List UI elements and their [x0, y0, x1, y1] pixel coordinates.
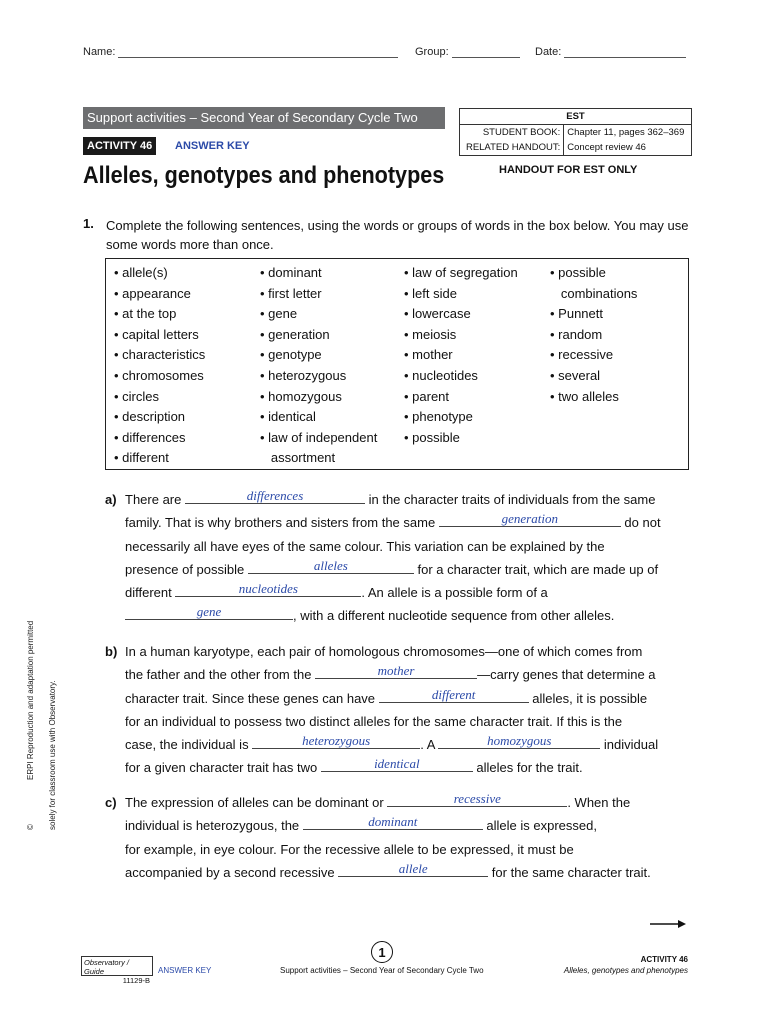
group-label: Group: — [415, 46, 449, 58]
name-line — [118, 47, 398, 58]
text: individual — [600, 737, 659, 753]
word-bank-item: • Punnett — [550, 306, 603, 322]
text: different — [125, 585, 176, 601]
text: in the character traits of individuals from the same — [364, 492, 656, 507]
word-column-1 — [114, 263, 205, 469]
word-bank-item: • left side — [404, 285, 457, 301]
word-bank-item: • allele(s) — [114, 265, 168, 280]
answer-text: mother — [377, 663, 415, 679]
answer-blank — [439, 512, 621, 527]
text: do not — [620, 515, 661, 531]
text: for a character trait, which are made up of — [413, 561, 659, 577]
footer-activity-title: Alleles, genotypes and phenotypes — [563, 966, 688, 975]
answer-blank — [315, 664, 477, 679]
date-label: Date: — [535, 46, 562, 58]
text: . An allele is a possible form of a — [361, 585, 548, 601]
text: necessarily all have eyes of the same colour. This variation can be explained by the — [125, 538, 605, 554]
answer-text: gene — [196, 604, 222, 620]
word-bank-item: • law of segregation — [404, 265, 518, 280]
part-c-paragraph — [125, 791, 695, 884]
answer-text: heterozygous — [302, 733, 371, 749]
word-bank-item: • first letter — [260, 285, 322, 301]
word-bank-item: • meiosis — [404, 326, 457, 342]
word-bank-item: • heterozygous — [260, 367, 347, 383]
erpi-rights-text: ERPI Reproduction and adaptation permitted — [26, 620, 35, 780]
related-handout-value: Concept review 46 — [567, 142, 646, 153]
text: family. That is why brothers and sisters from the same — [125, 515, 439, 531]
word-bank-item: • dominant — [260, 265, 322, 280]
est-info-table — [459, 108, 692, 156]
text: allele is expressed, — [482, 818, 597, 834]
footer-center-text: Support activities – Second Year of Secondary Cycle Two — [280, 966, 484, 975]
word-bank-item: • gene — [260, 306, 298, 322]
word-bank-item: • circles — [114, 388, 159, 404]
text: for an individual to possess two distinct alleles for the same character trait. If this is the — [125, 713, 623, 729]
word-bank-item: • generation — [260, 326, 330, 342]
text: . When the — [567, 795, 631, 810]
part-a-label: a) — [105, 492, 117, 507]
text: In a human karyotype, each pair of homologous chromosomes—one of which comes from — [125, 644, 643, 659]
answer-text: nucleotides — [238, 581, 298, 597]
answer-text: alleles — [313, 557, 348, 573]
word-bank-item: • several — [550, 367, 601, 383]
text: accompanied by a second recessive — [125, 864, 339, 880]
student-book-label: STUDENT BOOK: — [460, 125, 564, 141]
answer-blank — [252, 734, 420, 749]
answer-key-label: ANSWER KEY — [175, 140, 250, 152]
answer-blank — [321, 757, 473, 772]
word-bank-item: • two alleles — [550, 388, 619, 404]
footer-activity: ACTIVITY 46 — [640, 955, 688, 964]
word-bank-item: • homozygous — [260, 388, 342, 404]
text: for a given character trait has two — [125, 760, 321, 776]
group-line — [452, 47, 520, 58]
word-bank-item: • possible — [404, 429, 460, 445]
answer-text: differences — [246, 488, 304, 503]
answer-text: homozygous — [487, 733, 552, 749]
word-bank-item: • capital letters — [114, 326, 199, 342]
word-bank-item: • appearance — [114, 285, 191, 301]
text: character trait. Since these genes can have — [125, 690, 379, 706]
group-field — [415, 46, 520, 58]
name-label: Name: — [83, 46, 116, 58]
footer-guide-box — [81, 956, 153, 985]
word-bank-item: • description — [114, 409, 186, 425]
word-column-4 — [550, 263, 637, 407]
answer-text: recessive — [453, 791, 501, 806]
text: —carry genes that determine a — [477, 667, 656, 683]
answer-text: identical — [374, 756, 420, 772]
word-bank-item: • mother — [404, 347, 453, 363]
answer-blank — [125, 605, 293, 620]
word-bank-item: • different — [114, 450, 169, 466]
date-line — [564, 47, 686, 58]
date-field — [535, 46, 686, 58]
answer-blank — [303, 815, 483, 830]
word-bank-item: • at the top — [114, 306, 177, 322]
text: for example, in eye colour. For the recessive allele to be expressed, it must be — [125, 841, 574, 857]
word-bank-item: • chromosomes — [114, 367, 204, 383]
student-book-value: Chapter 11, pages 362–369 — [567, 127, 685, 138]
answer-text: dominant — [368, 814, 418, 830]
word-column-2 — [260, 263, 377, 469]
word-bank-item: • characteristics — [114, 347, 206, 363]
text: the father and the other from the — [125, 667, 316, 683]
text: , with a different nucleotide sequence from other alleles. — [293, 608, 615, 624]
part-a-paragraph — [125, 488, 695, 628]
word-bank-item: • lowercase — [404, 306, 471, 322]
word-bank-item: • parent — [404, 388, 450, 404]
text: presence of possible — [125, 561, 248, 577]
page-number: 1 — [371, 941, 393, 963]
copyright-symbol: © — [26, 824, 35, 830]
text: alleles for the trait. — [472, 760, 583, 776]
est-head: EST — [460, 109, 692, 125]
question-text: Complete the following sentences, using the words or groups of words in the box below. You may use some words more than once. — [106, 218, 689, 252]
answer-blank — [387, 792, 567, 807]
text: alleles, it is possible — [528, 690, 648, 706]
handout-note: HANDOUT FOR EST ONLY — [499, 164, 638, 176]
word-bank-item: combinations — [550, 285, 638, 301]
text: The expression of alleles can be dominant or — [125, 795, 388, 810]
text: There are — [125, 492, 185, 507]
part-b-paragraph — [125, 640, 695, 780]
text: case, the individual is — [125, 737, 253, 753]
name-field — [83, 46, 398, 58]
activity-badge: ACTIVITY 46 — [83, 137, 156, 155]
classroom-use-text: solely for classroom use with Observatory. — [48, 680, 57, 830]
answer-blank — [175, 582, 361, 597]
word-bank-item: • identical — [260, 409, 316, 425]
text: for the same character trait. — [488, 864, 651, 880]
answer-blank — [248, 559, 414, 574]
support-activities-banner: Support activities – Second Year of Secondary Cycle Two — [83, 107, 445, 129]
word-bank — [105, 258, 689, 470]
word-bank-item: • law of independent — [260, 429, 378, 445]
answer-text: generation — [501, 511, 558, 527]
continue-arrow-icon — [650, 918, 686, 930]
part-b-label: b) — [105, 644, 118, 659]
answer-blank — [438, 734, 600, 749]
footer-guide-title: Observatory / Guide — [84, 958, 130, 976]
answer-text: different — [431, 686, 476, 702]
word-bank-item: • recessive — [550, 347, 614, 363]
word-bank-item: • possible — [550, 265, 606, 280]
word-bank-item: • random — [550, 326, 603, 342]
text: individual is heterozygous, the — [125, 818, 303, 834]
word-bank-item: assortment — [260, 450, 336, 466]
word-column-3 — [404, 263, 518, 448]
word-bank-item: • genotype — [260, 347, 322, 363]
footer-guide-code: 11129-B — [122, 976, 150, 985]
answer-blank — [185, 489, 365, 504]
footer-answer-key: ANSWER KEY — [158, 966, 212, 975]
part-c-label: c) — [105, 795, 117, 810]
answer-text: allele — [398, 860, 428, 876]
answer-blank — [379, 688, 529, 703]
answer-blank — [338, 862, 488, 877]
related-handout-label: RELATED HANDOUT: — [460, 140, 564, 156]
word-bank-item: • phenotype — [404, 409, 473, 425]
text: . A — [420, 737, 439, 753]
word-bank-item: • differences — [114, 429, 186, 445]
question-number: 1. — [83, 216, 94, 231]
word-bank-item: • nucleotides — [404, 367, 478, 383]
page-title: Alleles, genotypes and phenotypes — [83, 162, 445, 189]
